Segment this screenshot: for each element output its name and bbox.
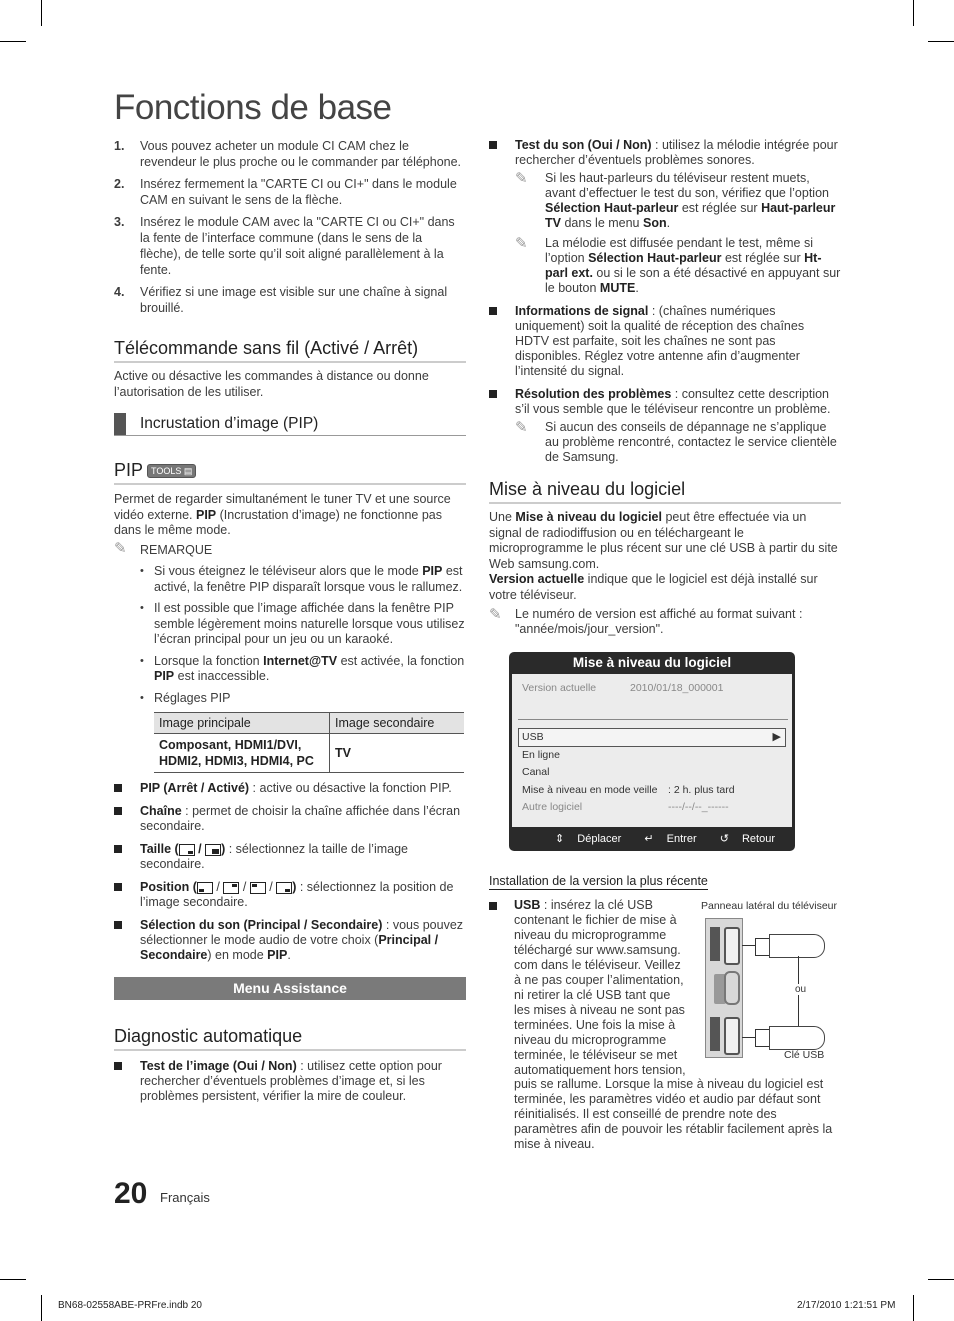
list-item: 2. Insérez fermement la "CARTE CI ou CI+" dans le module CAM en suivant le sens de la flèche.: [114, 177, 457, 207]
note: ✎ Le numéro de version est affiché au format suivant : "année/mois/jour_version".: [489, 606, 803, 636]
version-value: 2010/01/18_000001: [630, 682, 724, 694]
pencil-icon: ✎: [515, 419, 528, 436]
other-software-value: ----/--/--_------: [668, 801, 729, 813]
menu-item-usb[interactable]: USB ▶: [518, 728, 786, 747]
pip-intro: Permet de regarder simultanément le tuner TV et une source vidéo externe. PIP (Incrustation d’image) ne fonctionne pas dans le même mode.: [114, 492, 451, 537]
tv-side-panel: [705, 918, 743, 1058]
menu-assistance-bar: Menu Assistance: [114, 977, 466, 1000]
list-item: • Il est possible que l’image affichée dans la fenêtre PIP semble légèrement moins naturelle lorsque vous utilisez l’écran principal pour un jeu ou un karaoké.: [140, 601, 466, 648]
bullet-icon: [489, 902, 497, 910]
list-item: Informations de signal : (chaînes numériques uniquement) soit la qualité de réception des chaînes HDTV est parfaite, soit les chaînes ne sont pas disponibles. Réglez votre antenne afin d’augmenter l’intensité du signal.: [489, 304, 841, 379]
usb-instructions: USB : insérez la clé USB contenant le fichier de mise à niveau du microprogramme téléchargé sur www.samsung. com dans le téléviseur. Veillez à ne pas couper l’alimentation, ni retirer la clé USB tant que les mises à niveau ne sont pas terminées. Une fois la mise à niveau du microprogramme terminée, le téléviseur se met automatiquement hors tension,: [489, 898, 689, 1078]
crop-mark: [928, 1279, 954, 1280]
remark-label: ✎ REMARQUE: [114, 539, 213, 557]
menu-item-online[interactable]: En ligne: [522, 749, 560, 761]
list-item: PIP (Arrêt / Activé) : active ou désactive la fonction PIP.: [114, 781, 466, 796]
crop-mark: [0, 41, 26, 42]
menu-item-other-software[interactable]: Autre logiciel: [522, 801, 583, 813]
port-slot: [724, 971, 740, 1005]
table-header: Image secondaire: [330, 713, 465, 734]
size-small-icon: [179, 844, 195, 856]
software-update-heading: Mise à niveau du logiciel: [489, 479, 841, 504]
pencil-icon: ✎: [515, 170, 528, 187]
crop-mark: [913, 0, 914, 26]
note: ✎ Si aucun des conseils de dépannage ne s’applique au problème rencontré, contactez le service clientèle de Samsung.: [515, 419, 837, 464]
bullet-icon: [489, 141, 497, 149]
note: ✎ La mélodie est diffusée pendant le test, même si l’option Sélection Haut-parleur est réglée sur Ht-parl ext. ou si le son a été désactivé en appuyant sur le bouton MUTE.: [515, 235, 841, 295]
usb-key-icon: [769, 1026, 825, 1050]
version-label: Version actuelle: [522, 682, 597, 694]
arrow-right-icon: ▶: [772, 731, 781, 743]
pip-table: [154, 712, 464, 773]
connector-line: [742, 945, 755, 946]
bullet-icon: [489, 390, 497, 398]
pencil-icon: ✎: [515, 235, 528, 252]
usb-slot: [724, 927, 740, 965]
bullet-icon: [114, 784, 122, 792]
print-file: BN68-02558ABE-PRFre.indb 20: [58, 1300, 202, 1311]
left-column: [114, 138, 466, 1112]
pencil-icon: ✎: [114, 539, 127, 557]
list-item: 1. Vous pouvez acheter un module CI CAM chez le revendeur le plus proche ou le commander par téléphone.: [114, 139, 462, 169]
install-heading: Installation de la version la plus récente: [489, 874, 708, 888]
pip-heading: PIP TOOLS ▤: [114, 460, 466, 485]
crop-mark: [928, 41, 954, 42]
page-language: Français: [160, 1190, 210, 1205]
or-label: ou: [795, 984, 807, 995]
bullet-icon: [489, 307, 497, 315]
return-hint: ↺ Retour: [719, 833, 775, 845]
diag-list-continued: [489, 138, 841, 465]
note: ✎ Si les haut-parleurs du téléviseur restent muets, avant d’effectuer le test du son, vérifiez que l’option Sélection Haut-parleur est réglée sur Haut-parleur TV dans le menu Son.: [515, 170, 836, 230]
pencil-icon: ✎: [489, 606, 502, 623]
size-large-icon: [205, 844, 221, 856]
standby-value: : 2 h. plus tard: [668, 784, 735, 796]
page-title: Fonctions de base: [114, 88, 392, 127]
print-date: 2/17/2010 1:21:51 PM: [797, 1300, 896, 1311]
table-header: Image principale: [154, 713, 330, 734]
bullet-icon: [114, 807, 122, 815]
pip-options-list: [114, 781, 466, 963]
current-version-text: Version actuelle indique que le logiciel est déjà installé sur votre téléviseur.: [489, 572, 818, 602]
steps-list: [114, 138, 466, 316]
position-top-left-icon: [250, 882, 266, 894]
bullet-icon: [114, 921, 122, 929]
software-update-intro: Une Mise à niveau du logiciel peut être effectuée via un signal de radiodiffusion ou en téléchargeant le microprogramme le plus récent sur une clé USB à partir du site Web samsung.com.: [489, 510, 838, 571]
list-item: Test de l’image (Oui / Non) : utilisez cette option pour rechercher d’éventuels problèmes d’image et, si les problèmes persistent, vérifier la mire de couleur.: [114, 1059, 466, 1104]
pip-section-heading: [114, 413, 466, 436]
move-hint: ⇕ Déplacer: [555, 833, 622, 845]
list-item: 4. Vérifiez si une image est visible sur une chaîne à signal brouillé.: [114, 285, 448, 315]
updown-icon: ⇕: [555, 833, 565, 845]
tools-icon: TOOLS ▤: [147, 464, 196, 478]
usb-port-icon: [710, 1017, 720, 1051]
table-cell: TV: [330, 734, 465, 773]
crop-mark: [41, 0, 42, 26]
panel-label: Panneau latéral du téléviseur: [701, 900, 838, 912]
right-column: [489, 138, 841, 642]
table-row: [154, 734, 464, 773]
menu-item-standby-update[interactable]: Mise à niveau en mode veille: [522, 784, 658, 796]
return-icon: ↺: [719, 833, 729, 845]
list-item: Sélection du son (Principal / Secondaire) : vous pouvez sélectionner le mode audio de votre choix (Principal / Secondaire) en mode PIP.: [114, 918, 466, 963]
bullet-icon: [114, 1062, 122, 1070]
section-marker: [114, 413, 126, 435]
remote-text: Active ou désactive les commandes à distance ou donne l’autorisation de les utiliser.: [114, 369, 429, 399]
list-item: Chaîne : permet de choisir la chaîne affichée dans l’écran secondaire.: [114, 804, 466, 834]
position-bottom-right-icon: [276, 882, 292, 894]
diag-list: [114, 1059, 466, 1104]
list-item: 3. Insérez le module CAM avec la "CARTE CI ou CI+" dans la fente de l’interface commune (dans le sens de la flèche), de telle sorte qu’il soit aligné parallèlement à la fente.: [114, 215, 455, 277]
list-item: Taille ( / ) : sélectionnez la taille de l’image secondaire.: [114, 842, 466, 872]
table-cell: Composant, HDMI1/DVI, HDMI2, HDMI3, HDMI4, PC: [154, 734, 330, 773]
crop-mark: [913, 1295, 914, 1321]
usb-instructions-continued: puis se rallume. Lorsque la mise à niveau du logiciel est terminée, les paramètres vidéo et audio par défaut sont réinitialisés. Il est conseillé de prendre note des paramètres afin de pouvoir les rétablir facilement après la mise à niveau.: [514, 1077, 833, 1151]
crop-mark: [0, 1279, 26, 1280]
list-item: Position ( / / / ) : sélectionnez la position de l’image secondaire.: [114, 880, 466, 910]
screen-footer: [509, 829, 795, 849]
list-item: • Réglages PIP: [140, 691, 466, 707]
enter-hint: ↵ Entrer: [644, 833, 697, 845]
list-item: Résolution des problèmes : consultez cette description s’il vous semble que le téléviseur rencontre un problème. ✎ Si aucun des conseils de dépannage ne s’applique au problème rencontré, contactez le service clientèle de Samsung.: [489, 387, 841, 465]
software-update-screen: [509, 652, 795, 851]
screen-body: [512, 674, 792, 827]
screen-title: Mise à niveau du logiciel: [572, 655, 732, 670]
connector-line: [742, 1037, 755, 1038]
position-top-right-icon: [223, 882, 239, 894]
diag-heading: Diagnostic automatique: [114, 1026, 466, 1051]
divider: [518, 719, 788, 720]
usb-port-icon: [710, 927, 720, 961]
remark-list: [140, 564, 466, 706]
bullet-icon: [114, 883, 122, 891]
list-item: • Si vous éteignez le téléviseur alors que le mode PIP est activé, la fenêtre PIP disparaît lorsque vous le rallumez.: [140, 564, 466, 595]
usb-key-label: Clé USB: [784, 1049, 825, 1061]
crop-mark: [41, 1295, 42, 1321]
page-number: 20: [114, 1177, 148, 1210]
pip-section-title: Incrustation d’image (PIP): [140, 415, 319, 432]
list-item: Test du son (Oui / Non) : utilisez la mélodie intégrée pour rechercher d’éventuels problèmes sonores. ✎ Si les haut-parleurs du téléviseur restent muets, avant d’effectuer le test du son, vérifiez que l’option Sélection Haut-parleur est réglée sur Haut-parleur TV dans le menu Son. ✎ La mélodie est diffusée pendant le test, même si l’option Sélection Haut-parleur est réglée sur Ht-parl ext. ou si le son a été désactivé en appuyant sur le bouton MUTE.: [489, 138, 841, 296]
usb-key-icon: [769, 934, 825, 958]
bullet-icon: [114, 845, 122, 853]
position-bottom-left-icon: [197, 882, 213, 894]
remote-heading: Télécommande sans fil (Activé / Arrêt): [114, 338, 466, 363]
list-item: • Lorsque la fonction Internet@TV est activée, la fonction PIP est inaccessible.: [140, 654, 466, 685]
enter-icon: ↵: [644, 833, 654, 845]
menu-item-channel[interactable]: Canal: [522, 766, 550, 778]
usb-slot: [724, 1017, 740, 1055]
